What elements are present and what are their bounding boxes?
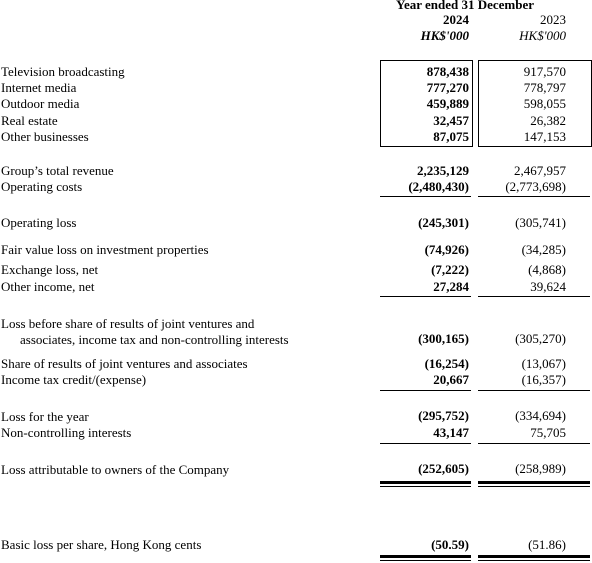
row-label: Loss before share of results of joint ventures and [1, 316, 255, 331]
row-label: Operating loss [1, 215, 77, 230]
row-value-2023: 147,153 [523, 129, 566, 144]
row-label: Real estate [1, 113, 58, 128]
row-label: Basic loss per share, Hong Kong cents [1, 537, 202, 552]
row-value-2023: (305,270) [515, 331, 566, 346]
row-value-2023: (2,773,698) [505, 179, 566, 194]
total-double-rule [478, 486, 590, 487]
row-value-2023: 2,467,957 [514, 163, 566, 178]
row-value-2024: 20,667 [433, 372, 469, 387]
row-value-2024: 87,075 [433, 129, 469, 144]
row-value-2023: 75,705 [530, 425, 566, 440]
row-value-2023: (13,067) [521, 356, 566, 371]
subtotal-rule [478, 443, 590, 444]
subtotal-rule [380, 296, 471, 297]
row-label: Loss attributable to owners of the Company [1, 462, 230, 477]
row-label: Operating costs [1, 179, 83, 194]
year-2023-header: 2023 [540, 12, 566, 27]
row-value-2024: 777,270 [426, 80, 469, 95]
row-value-2024: (300,165) [418, 331, 469, 346]
row-value-2024: 32,457 [433, 113, 469, 128]
row-label: Television broadcasting [1, 64, 125, 79]
eps-double-rule [478, 560, 590, 561]
row-label: Other businesses [1, 129, 89, 144]
unit-2024-header: HK$'000 [420, 28, 469, 43]
row-value-2024: (245,301) [418, 215, 469, 230]
row-value-2024: (74,926) [424, 242, 469, 257]
eps-double-rule [380, 555, 471, 558]
row-value-2023: 26,382 [530, 113, 566, 128]
row-label: Loss for the year [1, 409, 89, 424]
subtotal-rule [380, 196, 471, 197]
row-label: Non-controlling interests [1, 425, 132, 440]
eps-double-rule [478, 555, 590, 558]
row-value-2023: 917,570 [523, 64, 566, 79]
eps-double-rule [380, 560, 471, 561]
row-label: Other income, net [1, 279, 95, 294]
row-value-2023: (4,868) [528, 262, 566, 277]
subtotal-rule [478, 196, 590, 197]
row-value-2024: (50.59) [431, 537, 469, 552]
row-value-2024: (295,752) [418, 408, 469, 423]
subtotal-rule [478, 390, 590, 391]
row-value-2023: 778,797 [523, 80, 566, 95]
row-label: Share of results of joint ventures and associates [1, 356, 248, 371]
row-value-2024: (2,480,430) [408, 179, 469, 194]
total-double-rule [380, 486, 471, 487]
row-value-2023: (16,357) [521, 372, 566, 387]
total-double-rule [478, 481, 590, 484]
row-value-2023: (334,694) [515, 408, 566, 423]
subtotal-rule [380, 443, 471, 444]
row-label-continued: associates, income tax and non-controlling interests [20, 332, 289, 347]
unit-2023-header: HK$'000 [519, 28, 566, 43]
row-value-2024: 459,889 [426, 96, 469, 111]
row-label: Income tax credit/(expense) [1, 372, 147, 387]
year-2024-header: 2024 [443, 12, 469, 27]
row-value-2023: (34,285) [521, 242, 566, 257]
row-value-2023: (305,741) [515, 215, 566, 230]
row-value-2024: (7,222) [431, 262, 469, 277]
row-value-2023: (258,989) [515, 461, 566, 476]
row-value-2024: 878,438 [426, 64, 469, 79]
row-label: Group’s total revenue [1, 163, 114, 178]
subtotal-rule [380, 390, 471, 391]
row-value-2023: (51.86) [528, 537, 566, 552]
row-value-2024: (252,605) [418, 461, 469, 476]
row-label: Exchange loss, net [1, 262, 99, 277]
row-value-2023: 598,055 [523, 96, 566, 111]
row-label: Outdoor media [1, 96, 80, 111]
row-value-2024: 43,147 [433, 425, 469, 440]
row-label: Internet media [1, 80, 77, 95]
row-value-2024: 2,235,129 [417, 163, 469, 178]
total-double-rule [380, 481, 471, 484]
row-value-2024: (16,254) [424, 356, 469, 371]
row-value-2024: 27,284 [433, 279, 469, 294]
subtotal-rule [478, 296, 590, 297]
period-header: Year ended 31 December [396, 0, 535, 12]
row-value-2023: 39,624 [530, 279, 566, 294]
row-label: Fair value loss on investment properties [1, 242, 209, 257]
